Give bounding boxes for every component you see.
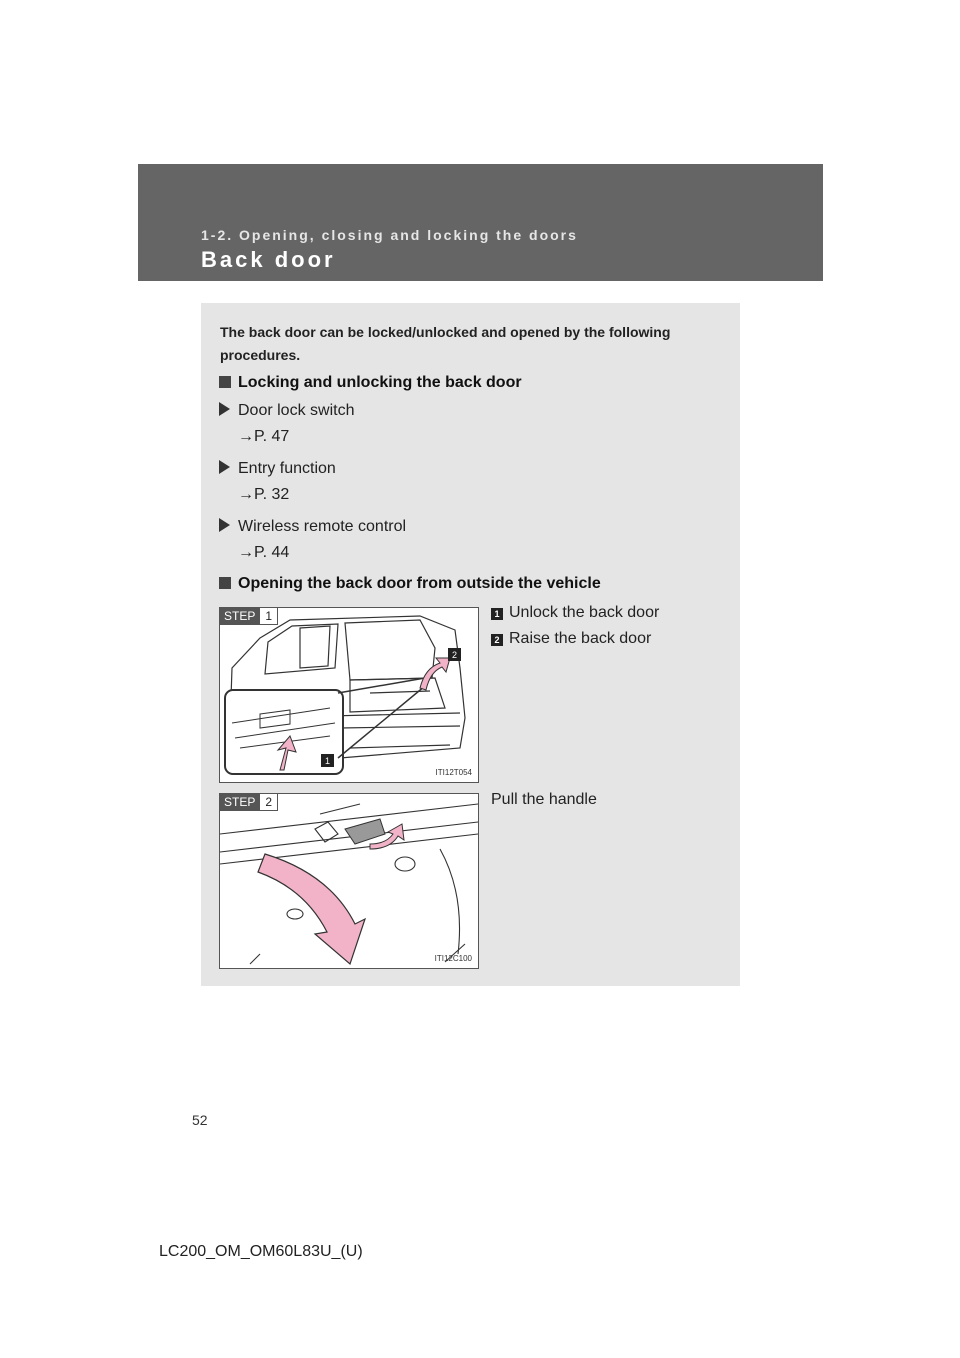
callout-1: 1 Unlock the back door	[491, 604, 659, 622]
page-title: Back door	[201, 247, 336, 272]
triangle-bullet-icon	[219, 518, 230, 532]
content-panel	[201, 303, 740, 986]
handle-illustration	[220, 794, 478, 968]
triangle-bullet-icon	[219, 402, 230, 416]
svg-text:1: 1	[324, 756, 331, 766]
page-number: 52	[192, 1112, 208, 1128]
list-item: Wireless remote control	[219, 518, 406, 536]
opening-heading: Opening the back door from outside the vehicle	[219, 575, 601, 593]
page-header	[138, 164, 823, 281]
document-code: LC200_OM_OM60L83U_(U)	[159, 1243, 363, 1260]
step1-figure	[219, 607, 479, 783]
callout-2: 2 Raise the back door	[491, 630, 651, 648]
page-reference[interactable]: →P. 47	[238, 428, 290, 445]
vehicle-rear-illustration	[220, 608, 478, 782]
step2-description: Pull the handle	[491, 791, 597, 808]
intro-text: The back door can be locked/unlocked and opened by the following procedures.	[220, 324, 671, 363]
locking-heading: Locking and unlocking the back door	[219, 374, 522, 392]
step2-figure	[219, 793, 479, 969]
page-reference[interactable]: →P. 32	[238, 486, 290, 503]
step-badge: STEP 2	[220, 794, 278, 811]
triangle-bullet-icon	[219, 460, 230, 474]
square-bullet-icon	[219, 577, 231, 589]
figure-code: ITI12C100	[434, 954, 472, 963]
page-reference[interactable]: →P. 44	[238, 544, 290, 561]
svg-text:2: 2	[451, 650, 458, 660]
list-item: Door lock switch	[219, 402, 354, 420]
figure-code: ITI12T054	[435, 768, 472, 777]
square-bullet-icon	[219, 376, 231, 388]
section-label: 1-2. Opening, closing and locking the doors	[201, 227, 578, 243]
list-item: Entry function	[219, 460, 336, 478]
step-badge: STEP 1	[220, 608, 278, 625]
